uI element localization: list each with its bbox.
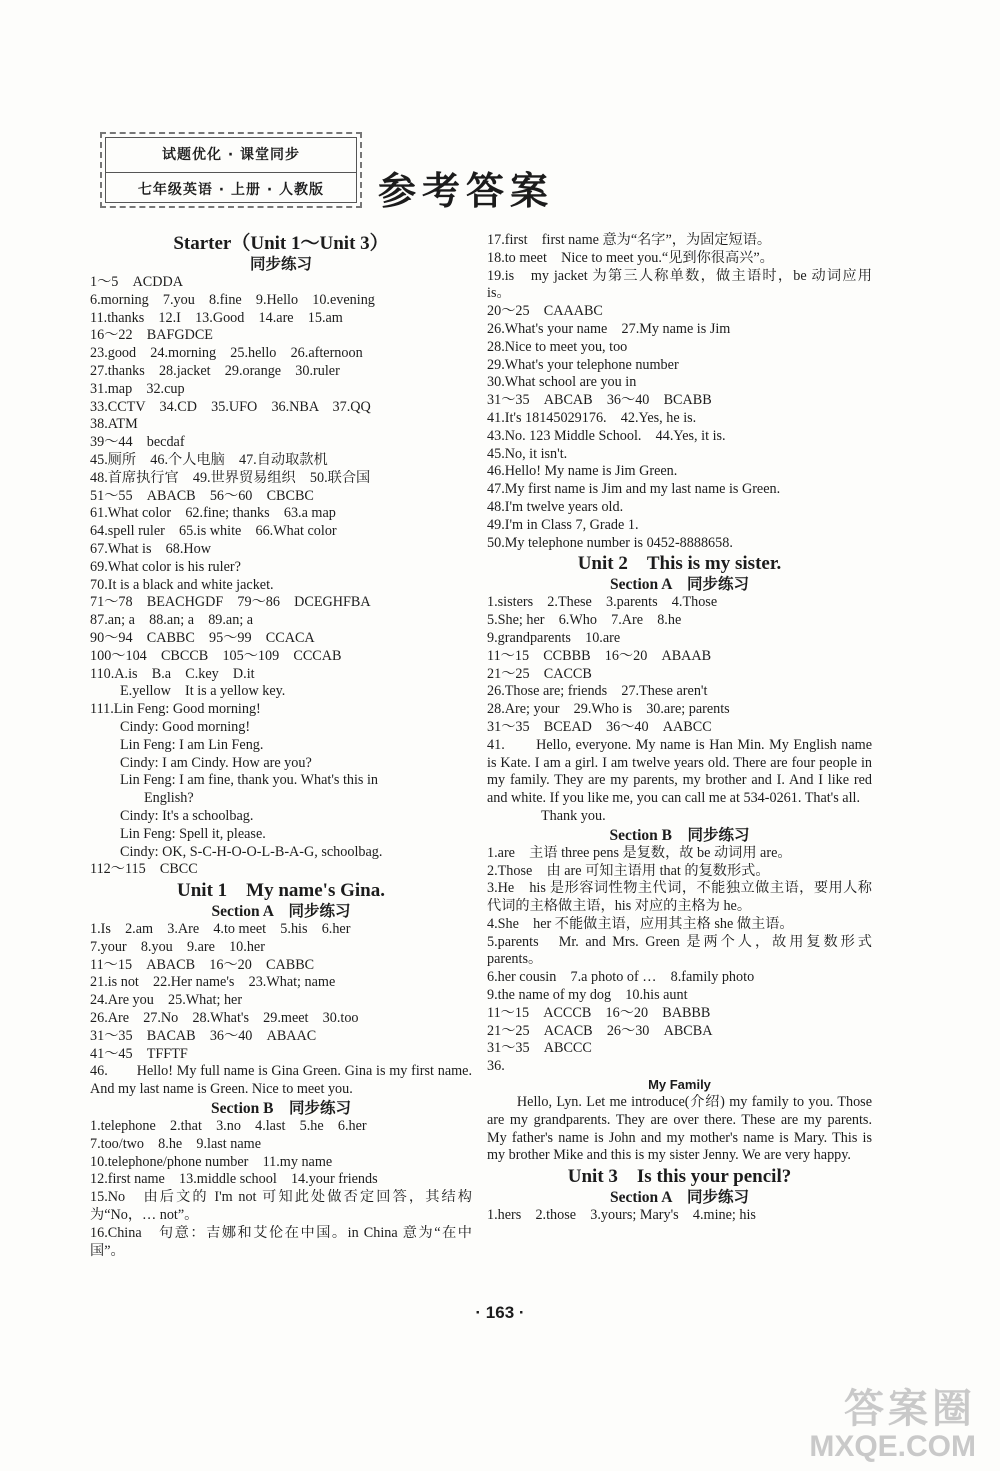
unit-heading: Unit 1 My name's Gina. — [177, 880, 385, 902]
site-watermark — [809, 1387, 976, 1466]
answer-line: 9.the name of my dog 10.his aunt — [487, 987, 688, 1004]
answer-line: 36. — [487, 1058, 505, 1075]
answer-line: 67.What is 68.How — [90, 540, 211, 557]
answer-paragraph: 41. Hello, everyone. My name is Han Min. My English name is Kate. I am a girl. I am twelve years old. There are four people in my family. They are my parents, my brother and I. And I like red and white. If you like me, you can call me at 534-0261. That's all. — [487, 736, 872, 807]
badge-grade: 七年级英语 · 上册 · 人教版 — [106, 172, 356, 207]
answer-line: 11～15 ACCCB 16～20 BABBB — [487, 1004, 711, 1021]
section-heading: 同步练习 — [249, 256, 312, 273]
answer-line: 1～5 ACDDA — [90, 274, 184, 290]
answer-line: 30.What school are you in — [487, 374, 637, 391]
answer-line-indented: Cindy: OK, S-C-H-O-O-L-B-A-G, schoolbag. — [120, 843, 383, 860]
answer-line: 39～44 becdaf — [90, 434, 185, 451]
answer-line-indented: Thank you. — [541, 807, 606, 824]
answer-line: 69.What color is his ruler? — [90, 558, 241, 575]
answer-paragraph: 16.China 句意：吉娜和艾伦在中国。in China 意为“在中国”。 — [90, 1224, 472, 1259]
answer-line: 20～25 CAAABC — [487, 303, 603, 320]
answer-line: 21～25 ACACB 26～30 ABCBA — [487, 1022, 713, 1039]
answer-line: 6.her cousin 7.a photo of … 8.family photo — [487, 969, 755, 986]
answer-line: 45.No, it isn't. — [487, 445, 568, 462]
answer-line: 11～15 CCBBB 16～20 ABAAB — [487, 647, 712, 664]
answer-line-indented: English? — [144, 790, 194, 807]
answer-line: 4.She her 不能做主语，应用其主格 she 做主语。 — [487, 915, 794, 932]
answer-line: 16～22 BAFGDCE — [90, 327, 213, 344]
section-heading: Section A 同步练习 — [609, 1189, 750, 1207]
answer-line: 1.telephone 2.that 3.no 4.last 5.he 6.her — [90, 1118, 367, 1135]
answer-line: 48.首席执行官 49.世界贸易组织 50.联合国 — [90, 469, 371, 486]
answer-paragraph: 15.No 由后文的 I'm not 可知此处做否定回答，其结构为“No，… not”。 — [90, 1189, 472, 1224]
section-heading: Section B 同步练习 — [211, 1100, 351, 1118]
answer-line-indented: Lin Feng: Spell it, please. — [120, 825, 266, 842]
answer-line: 26.Are 27.No 28.What's 29.meet 30.too — [90, 1010, 359, 1027]
answer-line: 41.It's 18145029176. 42.Yes, he is. — [487, 409, 697, 426]
unit-heading: Unit 2 This is my sister. — [577, 553, 782, 575]
answer-line: 18.to meet Nice to meet you.“见到你很高兴”。 — [487, 249, 774, 266]
answer-line: 31～35 ABCAB 36～40 BCABB — [487, 392, 712, 409]
answer-line: 87.an; a 88.an; a 89.an; a — [90, 612, 254, 629]
answer-paragraph: 3.He his 是形容词性物主代词，不能独立做主语，要用人称代词的主格做主语，his 对应的主格为 he。 — [487, 880, 872, 915]
answer-line: 46.Hello! My name is Jim Green. — [487, 463, 678, 480]
answer-line: 11.thanks 12.I 13.Good 14.are 15.am — [90, 309, 343, 326]
answer-paragraph: Hello, Lyn. Let me introduce(介绍) my family to you. Those are my grandparents. They are over there. These are my parents. My father's name is John and my mother's name is Mary. This is my brother Mike and this is my sister Jenny. We are very happy. — [487, 1094, 872, 1164]
answer-line-indented: Cindy: Good morning! — [120, 718, 251, 735]
answer-line: 1.are 主语 three pens 是复数，故 be 动词用 are。 — [487, 844, 792, 861]
answer-line: 1.hers 2.those 3.yours; Mary's 4.mine; his — [487, 1207, 756, 1224]
unit-heading: Starter（Unit 1～Unit 3） — [173, 233, 389, 254]
answer-paragraph: 46. Hello! My full name is Gina Green. Gina is my first name. And my last name is Green. Nice to meet you. — [90, 1063, 472, 1098]
watermark-url: MXQE.COM — [809, 1430, 976, 1463]
answer-line: 7.too/two 8.he 9.last name — [90, 1135, 262, 1152]
answer-line: 2.Those 由 are 可知主语用 that 的复数形式。 — [487, 862, 770, 879]
answer-line: 47.My first name is Jim and my last name is Green. — [487, 481, 781, 498]
answer-line: 12.first name 13.middle school 14.your friends — [90, 1171, 378, 1188]
answer-line: 9.grandparents 10.are — [487, 629, 621, 646]
answer-line-indented: Lin Feng: I am Lin Feng. — [120, 736, 264, 753]
answer-line: 43.No. 123 Middle School. 44.Yes, it is. — [487, 427, 726, 444]
answer-line-indented: E.yellow It is a yellow key. — [120, 683, 286, 700]
answer-column-right — [487, 232, 872, 1225]
book-badge — [100, 132, 362, 208]
answer-line: 28.Are; your 29.Who is 30.are; parents — [487, 701, 730, 718]
answer-line: 23.good 24.morning 25.hello 26.afternoon — [90, 345, 363, 362]
answer-line: 45.厕所 46.个人电脑 47.自动取款机 — [90, 451, 328, 468]
answer-line: 38.ATM — [90, 416, 138, 433]
answer-line: 11～15 ABACB 16～20 CABBC — [90, 956, 315, 973]
answer-paragraph: 5.parents Mr. and Mrs. Green 是两个人，故用复数形式 parents。 — [487, 933, 872, 968]
answer-line: 5.She; her 6.Who 7.Are 8.he — [487, 612, 682, 629]
answer-line: 49.I'm in Class 7, Grade 1. — [487, 516, 639, 533]
section-heading: Section A 同步练习 — [609, 576, 750, 594]
answer-line: 70.It is a black and white jacket. — [90, 576, 274, 593]
answer-line: 111.Lin Feng: Good morning! — [90, 701, 261, 718]
answer-line: 61.What color 62.fine; thanks 63.a map — [90, 505, 336, 522]
answer-line: 24.Are you 25.What; her — [90, 992, 243, 1009]
badge-series: 试题优化 · 课堂同步 — [161, 147, 301, 163]
answer-line: 112～115 CBCC — [90, 861, 198, 878]
answer-line: 48.I'm twelve years old. — [487, 498, 624, 515]
answer-line: 51～55 ABACB 56～60 CBCBC — [90, 487, 314, 504]
answer-line: 10.telephone/phone number 11.my name — [90, 1153, 333, 1170]
answer-line: 90～94 CABBC 95～99 CCACA — [90, 629, 315, 646]
answer-line: 31～35 BACAB 36～40 ABAAC — [90, 1027, 317, 1044]
answer-line: 27.thanks 28.jacket 29.orange 30.ruler — [90, 362, 340, 379]
answer-line: 6.morning 7.you 8.fine 9.Hello 10.evening — [90, 291, 375, 308]
answer-line: 33.CCTV 34.CD 35.UFO 36.NBA 37.QQ — [90, 398, 371, 415]
answer-line: 26.What's your name 27.My name is Jim — [487, 320, 731, 337]
section-heading: Section A 同步练习 — [211, 903, 351, 921]
answer-line: 64.spell ruler 65.is white 66.What color — [90, 523, 337, 540]
answer-column-left — [90, 232, 472, 1260]
answer-line: 41～45 TFFTF — [90, 1045, 188, 1062]
answer-line-indented: Cindy: It's a schoolbag. — [120, 807, 254, 824]
section-heading: Section B 同步练习 — [609, 826, 750, 844]
answer-line: 26.Those are; friends 27.These aren't — [487, 683, 708, 700]
answer-line: 21.is not 22.Her name's 23.What; name — [90, 974, 336, 991]
answer-line: 28.Nice to meet you, too — [487, 338, 628, 355]
answer-line: 71～78 BEACHGDF 79～86 DCEGHFBA — [90, 594, 371, 611]
answer-line-indented: Cindy: I am Cindy. How are you? — [120, 754, 312, 771]
answer-line: 50.My telephone number is 0452-8888658. — [487, 534, 733, 551]
page-title: 参考答案 — [378, 168, 555, 213]
answer-line: 1.Is 2.am 3.Are 4.to meet 5.his 6.her — [90, 921, 351, 938]
badge-frame — [105, 137, 357, 203]
answer-line: 110.A.is B.a C.key D.it — [90, 665, 255, 682]
essay-title: My Family — [648, 1077, 711, 1093]
watermark-logo-text: 答案圈 — [844, 1387, 976, 1431]
answer-line-indented: Lin Feng: I am fine, thank you. What's this in — [120, 772, 379, 789]
answer-line: 7.your 8.you 9.are 10.her — [90, 938, 265, 955]
answer-line: 1.sisters 2.These 3.parents 4.Those — [487, 594, 718, 611]
answer-paragraph: 19.is my jacket 为第三人称单数，做主语时，be 动词应用 is。 — [487, 267, 872, 302]
answer-line: 31～35 ABCCC — [487, 1040, 592, 1057]
answer-line: 31.map 32.cup — [90, 380, 185, 397]
answer-line: 17.first first name 意为“名字”，为固定短语。 — [487, 232, 772, 248]
answer-line: 31～35 BCEAD 36～40 AABCC — [487, 718, 712, 735]
answer-line: 29.What's your telephone number — [487, 356, 679, 373]
unit-heading: Unit 3 Is this your pencil? — [567, 1166, 792, 1188]
page-number: · 163 · — [475, 1303, 525, 1322]
answer-line: 21～25 CACCB — [487, 665, 592, 682]
answer-line: 100～104 CBCCB 105～109 CCCAB — [90, 647, 342, 664]
